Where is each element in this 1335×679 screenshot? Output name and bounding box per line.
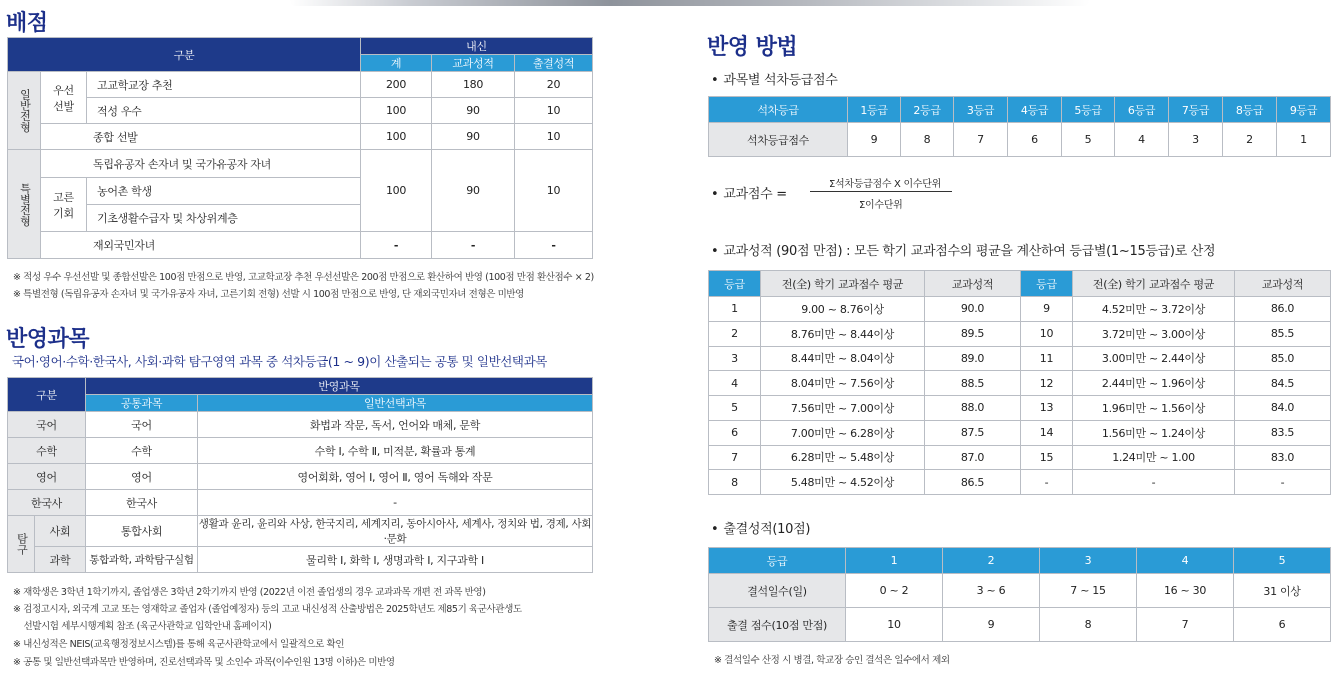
section-title-method: 반영 방법 — [707, 35, 798, 60]
attend-grade: 2 — [943, 548, 1040, 574]
score-row — [709, 470, 1331, 495]
cell: 90 — [432, 124, 515, 150]
score-header-score: 교과성적 — [1235, 271, 1331, 297]
score-range: 2.44미만 ~ 1.96이상 — [1073, 371, 1235, 396]
rank-grade: 9등급 — [1277, 97, 1331, 123]
score-header-score: 교과성적 — [925, 271, 1021, 297]
score-range: 1.56미만 ~ 1.24이상 — [1073, 420, 1235, 445]
score-range: 8.04미만 ~ 7.56이상 — [761, 371, 925, 396]
absent-days: 16 ~ 30 — [1137, 574, 1234, 608]
score-range: 1.24미만 ~ 1.00 — [1073, 445, 1235, 470]
score-row — [709, 420, 1331, 445]
score-grade: 10 — [1021, 321, 1073, 346]
rank-score: 5 — [1062, 123, 1115, 157]
subject-common: 국어 — [86, 412, 198, 438]
attend-score: 6 — [1234, 608, 1331, 642]
score-grade: 2 — [709, 321, 761, 346]
attend-subtitle-text: 출결성적(10점) — [723, 522, 811, 537]
score-row — [709, 371, 1331, 396]
score-row — [709, 321, 1331, 346]
rank-grade: 6등급 — [1115, 97, 1169, 123]
rank-score: 3 — [1169, 123, 1223, 157]
cell: 100 — [361, 98, 432, 124]
rank-score: 1 — [1277, 123, 1331, 157]
science-label: 과학 — [35, 547, 86, 573]
assign-header-total: 계 — [361, 55, 432, 72]
absent-label: 결석일수(일) — [709, 574, 846, 608]
score-header-avg: 전(全) 학기 교과점수 평균 — [1073, 271, 1235, 297]
subjects-header-general: 일반선택과목 — [198, 395, 593, 412]
attend-score: 9 — [943, 608, 1040, 642]
score-grade: 12 — [1021, 371, 1073, 396]
assign-note-1: ※ 적성 우수 우선선발 및 종합선발은 100점 만점으로 반영, 고교학교장 추천 우선선발은 200점 만점으로 환산하여 반영 (100점 만점 환산점수 × 2) — [13, 272, 594, 283]
subjects-note-2: ※ 검정고시자, 외국계 고교 또는 영재학교 졸업자 (졸업예정자) 등의 고교 내신성적 산출방법은 2025학년도 제85기 육군사관생도 — [13, 604, 522, 615]
attend-note: ※ 결석일수 산정 시 병결, 학교장 승인 결석은 일수에서 제외 — [714, 655, 950, 666]
special-track-label: 특별전형 — [8, 150, 41, 259]
score-value: 87.5 — [925, 420, 1021, 445]
cell: 10 — [515, 124, 593, 150]
farm-label: 농어촌 학생 — [87, 178, 361, 205]
inquiry-label: 탐구 — [8, 516, 35, 573]
subject-general: 영어회화, 영어 Ⅰ, 영어 Ⅱ, 영어 독해와 작문 — [198, 464, 593, 490]
formula-numerator: Σ석차등급점수 X 이수단위 — [829, 179, 941, 190]
assign-header-attend: 출결성적 — [515, 55, 593, 72]
score-value: 88.0 — [925, 396, 1021, 421]
attend-score-label: 출결 점수(10점 만점) — [709, 608, 846, 642]
score-range: 9.00 ~ 8.76이상 — [761, 297, 925, 322]
patriot-label: 독립유공자 손자녀 및 국가유공자 자녀 — [41, 150, 361, 178]
formula-label-text: 교과점수 = — [723, 187, 787, 202]
cell: 90 — [432, 150, 515, 232]
score-range: 3.72미만 ~ 3.00이상 — [1073, 321, 1235, 346]
principal-label: 고교학교장 추천 — [87, 72, 361, 98]
social-general: 생활과 윤리, 윤리와 사상, 한국지리, 세계지리, 동아시아사, 세계사, 정치와 법, 경제, 사회·문화 — [198, 516, 593, 547]
score-value: 83.0 — [1235, 445, 1331, 470]
subject-area: 수학 — [8, 438, 86, 464]
subjects-note-3: 선발시험 세부시행계획 참조 (육군사관학교 입학안내 홈페이지) — [13, 621, 272, 632]
rank-grade: 2등급 — [901, 97, 954, 123]
attend-score: 8 — [1040, 608, 1137, 642]
score-value: 86.0 — [1235, 297, 1331, 322]
comprehensive-label: 종합 선발 — [41, 124, 361, 150]
absent-days: 31 이상 — [1234, 574, 1331, 608]
score-grade: 15 — [1021, 445, 1073, 470]
attend-header-label: 등급 — [709, 548, 846, 574]
subject-score-table — [708, 270, 1331, 495]
rank-grade: 1등급 — [848, 97, 901, 123]
header-photo-strip — [290, 0, 1090, 6]
attend-subtitle — [711, 518, 810, 537]
assign-header-naesin: 내신 — [361, 38, 593, 55]
score-range: 3.00미만 ~ 2.44이상 — [1073, 346, 1235, 371]
score-value: 89.0 — [925, 346, 1021, 371]
social-common: 통합사회 — [86, 516, 198, 547]
score-grade: 9 — [1021, 297, 1073, 322]
bullet: • — [711, 522, 719, 537]
cell: - — [515, 232, 593, 259]
attend-grade: 3 — [1040, 548, 1137, 574]
score-grade: 1 — [709, 297, 761, 322]
assign-header-group: 구분 — [8, 38, 361, 72]
subjects-note-4: ※ 내신성적은 NEIS(교육행정정보시스템)를 통해 육군사관학교에서 일괄적으로 확인 — [13, 639, 345, 650]
cell: 100 — [361, 150, 432, 232]
subjects-header-reflect: 반영과목 — [86, 378, 593, 395]
subject-common: 수학 — [86, 438, 198, 464]
score-value: 88.5 — [925, 371, 1021, 396]
general-track-label: 일반전형 — [8, 72, 41, 150]
score-grade: 13 — [1021, 396, 1073, 421]
assign-header-subject: 교과성적 — [432, 55, 515, 72]
rank-score: 8 — [901, 123, 954, 157]
score-range: 7.00미만 ~ 6.28이상 — [761, 420, 925, 445]
cell: 100 — [361, 124, 432, 150]
score-value: 83.5 — [1235, 420, 1331, 445]
score-value: 85.5 — [1235, 321, 1331, 346]
rank-score-subtitle — [711, 69, 838, 88]
rank-grade: 3등급 — [954, 97, 1008, 123]
rank-grade: 7등급 — [1169, 97, 1223, 123]
score-grade: 11 — [1021, 346, 1073, 371]
cell: 180 — [432, 72, 515, 98]
score-range: 4.52미만 ~ 3.72이상 — [1073, 297, 1235, 322]
absent-days: 7 ~ 15 — [1040, 574, 1137, 608]
priority-label: 우선 선발 — [41, 72, 87, 124]
score-grade: 8 — [709, 470, 761, 495]
subject-general: - — [198, 490, 593, 516]
absent-days: 0 ~ 2 — [846, 574, 943, 608]
subjects-note-1: ※ 재학생은 3학년 1학기까지, 졸업생은 3학년 2학기까지 반영 (2022년 이전 졸업생의 경우 교과과목 개편 전 과목 반영) — [13, 587, 486, 598]
subject-area: 한국사 — [8, 490, 86, 516]
score-row — [709, 445, 1331, 470]
cell: - — [361, 232, 432, 259]
score-value: 90.0 — [925, 297, 1021, 322]
score-header-avg: 전(全) 학기 교과점수 평균 — [761, 271, 925, 297]
bullet: • — [711, 187, 719, 202]
subjects-note-5: ※ 공통 및 일반선택과목만 반영하며, 진로선택과목 및 소인수 과목(이수인원 13명 이하)은 미반영 — [13, 657, 395, 668]
rank-score: 4 — [1115, 123, 1169, 157]
subject-general: 수학 Ⅰ, 수학 Ⅱ, 미적분, 확률과 통계 — [198, 438, 593, 464]
rank-score: 9 — [848, 123, 901, 157]
assign-note-2: ※ 특별전형 (독립유공자 손자녀 및 국가유공자 자녀, 고른기회 전형) 선발 시 100점 만점으로 반영, 단 재외국민자녀 전형은 미반영 — [13, 289, 524, 300]
subject-score-subtitle-text: 교과성적 (90점 만점) : 모든 학기 교과점수의 평균을 계산하여 등급별(1~15등급)로 산정 — [723, 244, 1216, 259]
equal-opportunity-label: 고른 기회 — [41, 178, 87, 232]
score-value: 87.0 — [925, 445, 1021, 470]
subject-general: 화법과 작문, 독서, 언어와 매체, 문학 — [198, 412, 593, 438]
subject-area: 영어 — [8, 464, 86, 490]
score-grade: 7 — [709, 445, 761, 470]
rank-grade: 4등급 — [1008, 97, 1062, 123]
cell: - — [432, 232, 515, 259]
score-value: 86.5 — [925, 470, 1021, 495]
score-range: 8.44미만 ~ 8.04이상 — [761, 346, 925, 371]
formula-label — [711, 183, 787, 202]
subjects-table — [7, 377, 593, 573]
score-grade: 4 — [709, 371, 761, 396]
overseas-label: 재외국민자녀 — [41, 232, 361, 259]
rank-grade: 5등급 — [1062, 97, 1115, 123]
rank-score: 2 — [1223, 123, 1277, 157]
subject-common: 한국사 — [86, 490, 198, 516]
formula-bar — [810, 191, 952, 192]
bullet: • — [711, 244, 719, 259]
score-grade: - — [1021, 470, 1073, 495]
score-header-grade: 등급 — [709, 271, 761, 297]
score-grade: 5 — [709, 396, 761, 421]
attend-score: 7 — [1137, 608, 1234, 642]
score-value: 89.5 — [925, 321, 1021, 346]
social-label: 사회 — [35, 516, 86, 547]
section-title-assign: 배점 — [6, 11, 48, 36]
science-general: 물리학 Ⅰ, 화학 Ⅰ, 생명과학 Ⅰ, 지구과학 Ⅰ — [198, 547, 593, 573]
rank-score: 6 — [1008, 123, 1062, 157]
rank-row-label: 석차등급점수 — [709, 123, 848, 157]
score-row — [709, 346, 1331, 371]
basic-living-label: 기초생활수급자 및 차상위계층 — [87, 205, 361, 232]
score-row — [709, 297, 1331, 322]
subjects-header-group: 구분 — [8, 378, 86, 412]
score-range: 5.48미만 ~ 4.52이상 — [761, 470, 925, 495]
cell: 90 — [432, 98, 515, 124]
score-value: 85.0 — [1235, 346, 1331, 371]
cell: 200 — [361, 72, 432, 98]
aptitude-label: 적성 우수 — [87, 98, 361, 124]
score-grade: 3 — [709, 346, 761, 371]
attend-grade: 4 — [1137, 548, 1234, 574]
score-grade: 6 — [709, 420, 761, 445]
rank-header-label: 석차등급 — [709, 97, 848, 123]
subject-area: 국어 — [8, 412, 86, 438]
science-common: 통합과학, 과학탐구실험 — [86, 547, 198, 573]
score-header-grade: 등급 — [1021, 271, 1073, 297]
cell: 10 — [515, 150, 593, 232]
rank-score-table — [708, 96, 1331, 157]
subjects-header-common: 공통과목 — [86, 395, 198, 412]
subjects-description: 국어·영어·수학·한국사, 사회·과학 탐구영역 과목 중 석차등급(1 ~ 9)이 산출되는 공통 및 일반선택과목 — [12, 354, 547, 369]
score-grade: 14 — [1021, 420, 1073, 445]
attend-table — [708, 547, 1331, 642]
attend-score: 10 — [846, 608, 943, 642]
rank-grade: 8등급 — [1223, 97, 1277, 123]
subject-common: 영어 — [86, 464, 198, 490]
score-value: 84.5 — [1235, 371, 1331, 396]
rank-score-subtitle-text: 과목별 석차등급점수 — [723, 73, 838, 88]
rank-score: 7 — [954, 123, 1008, 157]
cell: 20 — [515, 72, 593, 98]
score-range: 1.96미만 ~ 1.56이상 — [1073, 396, 1235, 421]
score-range: 6.28미만 ~ 5.48이상 — [761, 445, 925, 470]
subject-score-subtitle — [711, 240, 1215, 259]
score-row — [709, 396, 1331, 421]
assign-table — [7, 37, 593, 259]
absent-days: 3 ~ 6 — [943, 574, 1040, 608]
score-range: 7.56미만 ~ 7.00이상 — [761, 396, 925, 421]
score-value: 84.0 — [1235, 396, 1331, 421]
score-value: - — [1235, 470, 1331, 495]
formula-denominator: Σ이수단위 — [859, 200, 903, 211]
cell: 10 — [515, 98, 593, 124]
attend-grade: 5 — [1234, 548, 1331, 574]
score-range: 8.76미만 ~ 8.44이상 — [761, 321, 925, 346]
attend-grade: 1 — [846, 548, 943, 574]
bullet: • — [711, 73, 719, 88]
score-range: - — [1073, 470, 1235, 495]
section-title-subjects: 반영과목 — [6, 327, 90, 352]
